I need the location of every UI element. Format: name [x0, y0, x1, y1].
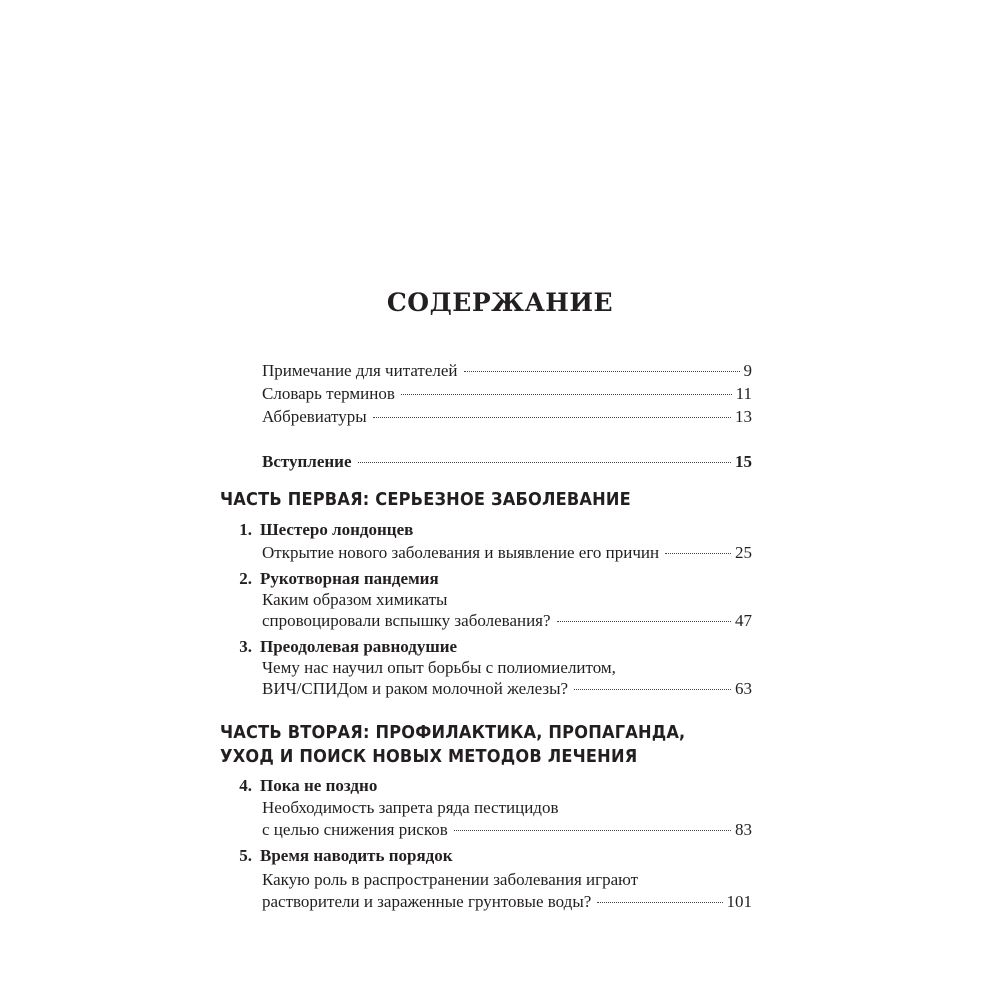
toc-entry-label: Примечание для читателей: [262, 361, 458, 380]
dot-leader: [665, 553, 731, 554]
toc-page-number: 13: [735, 407, 752, 426]
toc-entry-introduction[interactable]: [262, 451, 752, 473]
chapter-subtitle: спровоцировали вспышку заболевания?: [262, 611, 551, 630]
chapter-subtitle: Какую роль в распространении заболевания играют: [262, 870, 639, 889]
dot-leader: [373, 417, 731, 418]
toc-entry-label: Словарь терминов: [262, 384, 395, 403]
chapter-title: Рукотворная пандемия: [260, 569, 439, 588]
toc-page-number: 63: [735, 679, 752, 698]
dot-leader: [358, 462, 731, 463]
toc-page-number: 101: [726, 892, 752, 911]
chapter-subtitle-line[interactable]: [262, 891, 752, 913]
chapter-heading[interactable]: [228, 636, 457, 658]
dot-leader: [557, 621, 731, 622]
toc-page-number: 9: [743, 361, 752, 380]
part-heading: ЧАСТЬ ВТОРАЯ: ПРОФИЛАКТИКА, ПРОПАГАНДА,: [220, 722, 686, 743]
chapter-subtitle: с целью снижения рисков: [262, 820, 448, 839]
chapter-heading[interactable]: [228, 775, 377, 797]
toc-page-number: 47: [735, 611, 752, 630]
chapter-subtitle-line[interactable]: [262, 610, 752, 632]
toc-page-number: 11: [735, 384, 752, 403]
chapter-subtitle-line[interactable]: [262, 542, 752, 564]
toc-entry-label: Вступление: [262, 452, 352, 471]
chapter-subtitle: ВИЧ/СПИДом и раком молочной железы?: [262, 679, 569, 698]
toc-entry-glossary[interactable]: [262, 383, 752, 405]
chapter-heading[interactable]: [228, 845, 453, 867]
chapter-heading[interactable]: [228, 519, 413, 541]
toc-page-number: 15: [735, 452, 752, 471]
toc-page-number: 25: [735, 543, 752, 562]
chapter-title: Время наводить порядок: [260, 846, 453, 865]
chapter-subtitle: Чему нас научил опыт борьбы с полиомиелитом,: [262, 658, 616, 677]
chapter-subtitle-line[interactable]: [262, 678, 752, 700]
chapter-title: Шестеро лондонцев: [260, 520, 414, 539]
chapter-subtitle: растворители и зараженные грунтовые воды?: [262, 892, 592, 911]
dot-leader: [574, 689, 731, 690]
chapter-number: 2.: [239, 569, 252, 588]
dot-leader: [464, 371, 740, 372]
chapter-subtitle: Каким образом химикаты: [262, 590, 448, 609]
chapter-title: Пока не поздно: [260, 776, 378, 795]
part-heading: УХОД И ПОИСК НОВЫХ МЕТОДОВ ЛЕЧЕНИЯ: [220, 746, 638, 767]
part-heading: ЧАСТЬ ПЕРВАЯ: СЕРЬЕЗНОЕ ЗАБОЛЕВАНИЕ: [220, 489, 631, 510]
toc-entry-abbreviations[interactable]: [262, 406, 752, 428]
chapter-subtitle: Необходимость запрета ряда пестицидов: [262, 798, 559, 817]
chapter-subtitle-line[interactable]: [262, 819, 752, 841]
chapter-number: 5.: [239, 846, 252, 865]
chapter-title: Преодолевая равнодушие: [260, 637, 458, 656]
dot-leader: [401, 394, 732, 395]
toc-page-number: 83: [735, 820, 752, 839]
chapter-subtitle: Открытие нового заболевания и выявление его причин: [262, 543, 660, 562]
chapter-number: 4.: [239, 776, 252, 795]
toc-entry-readers-note[interactable]: [262, 360, 752, 382]
chapter-heading[interactable]: [228, 568, 439, 590]
toc-entry-label: Аббревиатуры: [262, 407, 367, 426]
dot-leader: [597, 902, 722, 903]
page-title: СОДЕРЖАНИЕ: [386, 288, 614, 317]
chapter-number: 1.: [239, 520, 252, 539]
chapter-number: 3.: [239, 637, 252, 656]
dot-leader: [454, 830, 731, 831]
